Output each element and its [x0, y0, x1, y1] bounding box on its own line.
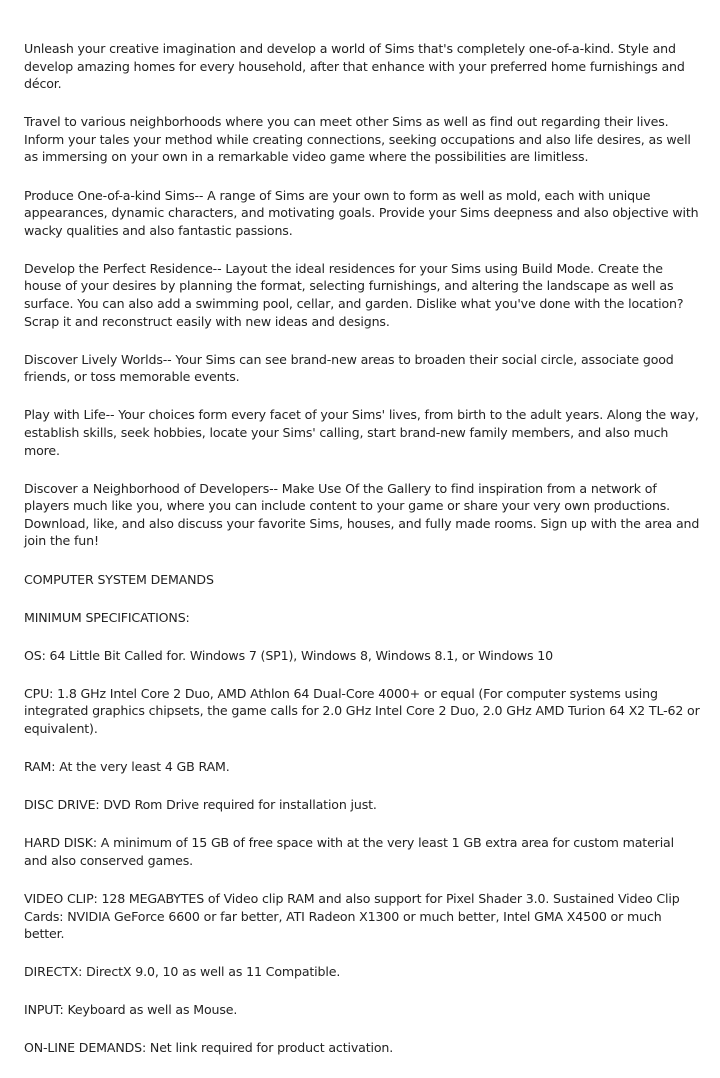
intro-paragraph: Unleash your creative imagination and develop a world of Sims that's completely one-of-a-kind. Style and develop amazing homes for every household, after that enhance with your preferred home furnishings and décor.	[24, 41, 685, 92]
gallery-paragraph: Discover a Neighborhood of Developers-- Make Use Of the Gallery to find inspiration from a network of players much like you, where you can include content to your game or share your very own productions. Download, like, and also discuss your favorite Sims, houses, and fully made rooms. Sign up with the area and join the fun!	[24, 480, 700, 549]
play-with-life-paragraph: Play with Life-- Your choices form every facet of your Sims' lives, from birth to the adult years. Along the way, establish skills, seek hobbies, locate your Sims' calling, start brand-new family members, and also much more.	[24, 407, 699, 458]
spec-cpu: CPU: 1.8 GHz Intel Core 2 Duo, AMD Athlon 64 Dual-Core 4000+ or equal (For computer systems using integrated graphics chipsets, the game calls for 2.0 GHz Intel Core 2 Duo, 2.0 GHz AMD Turion 64 X2 TL-62 or equivalent).	[24, 685, 700, 737]
document-body	[24, 40, 700, 1078]
explore-worlds-paragraph: Discover Lively Worlds-- Your Sims can see brand-new areas to broaden their social circle, associate good friends, or toss memorable events.	[24, 351, 674, 385]
spec-video: VIDEO CLIP: 128 MEGABYTES of Video clip RAM and also support for Pixel Shader 3.0. Sustained Video Clip Cards: NVIDIA GeForce 6600 or far better, ATI Radeon X1300 or much better, Intel GMA X4500 or much better.	[24, 891, 680, 942]
spec-hard-disk: HARD DISK: A minimum of 15 GB of free space with at the very least 1 GB extra area for custom material and also conserved games.	[24, 835, 674, 868]
create-sims-paragraph: Produce One-of-a-kind Sims-- A range of Sims are your own to form as well as mold, each with unique appearances, dynamic characters, and motivating goals. Provide your Sims deepness and also objective with wacky qualities and also fantastic passions.	[24, 187, 699, 238]
spec-ram: RAM: At the very least 4 GB RAM.	[24, 759, 230, 775]
requirements-heading: COMPUTER SYSTEM DEMANDS	[24, 571, 214, 587]
spec-directx: DIRECTX: DirectX 9.0, 10 as well as 11 Compatible.	[24, 964, 341, 980]
build-home-paragraph: Develop the Perfect Residence-- Layout the ideal residences for your Sims using Build Mode. Create the house of your desires by planning the format, selecting furnishings, and altering the landscape as well as surface. You can also add a swimming pool, cellar, and garden. Dislike what you've done with the location? Scrap it and reconstruct easily with new ideas and designs.	[24, 260, 684, 329]
spec-disc-drive: DISC DRIVE: DVD Rom Drive required for installation just.	[24, 797, 377, 813]
spec-os: OS: 64 Little Bit Called for. Windows 7 (SP1), Windows 8, Windows 8.1, or Windows 10	[24, 647, 554, 663]
neighborhoods-paragraph: Travel to various neighborhoods where you can meet other Sims as well as find out regarding their lives. Inform your tales your method while creating connections, seeking occupations and also life desires, as well as immersing on your own in a remarkable video game where the possibilities are limitless.	[24, 114, 691, 165]
spec-online: ON-LINE DEMANDS: Net link required for product activation.	[24, 1040, 394, 1056]
spec-input: INPUT: Keyboard as well as Mouse.	[24, 1002, 238, 1018]
minimum-specs-heading: MINIMUM SPECIFICATIONS:	[24, 609, 190, 625]
